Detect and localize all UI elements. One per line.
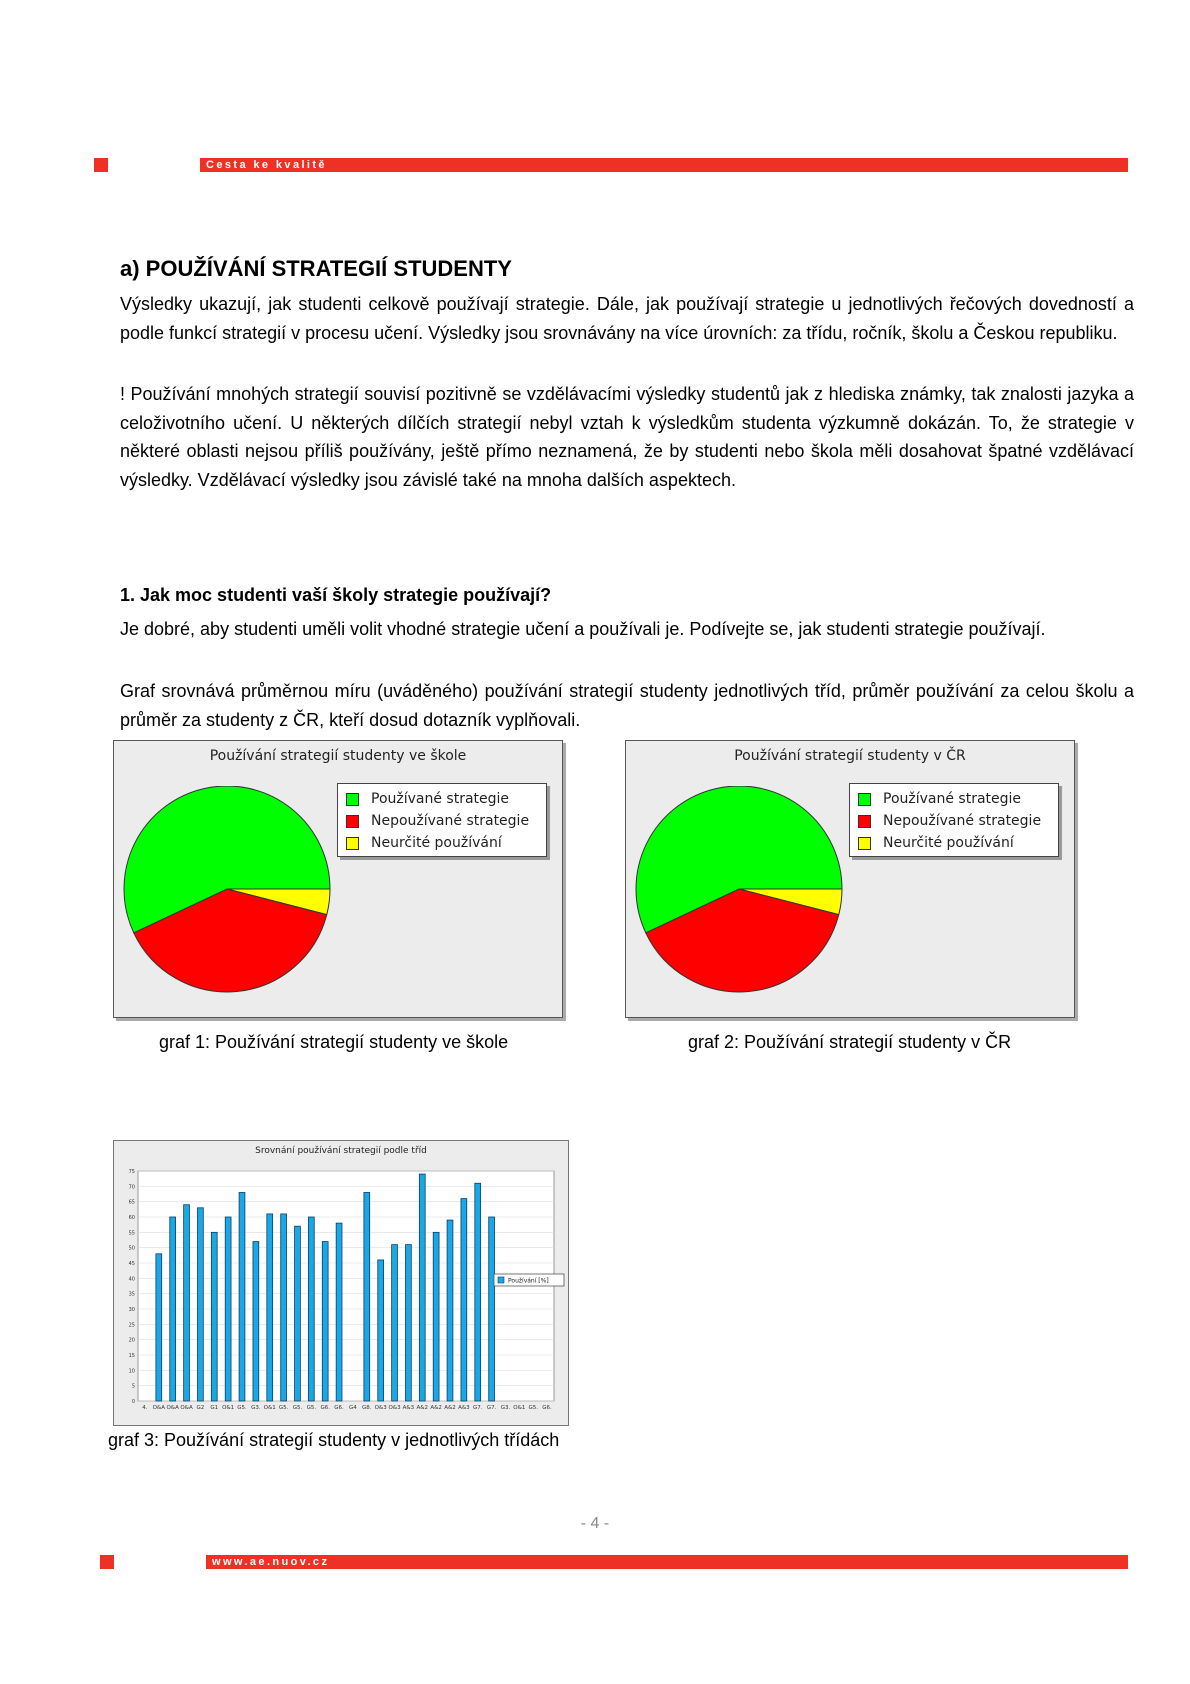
legend-label: Používané strategie [371, 791, 510, 807]
bar [308, 1217, 314, 1401]
x-tick-label: 4. [142, 1405, 148, 1411]
y-tick-label: 35 [128, 1291, 135, 1298]
y-tick-label: 20 [128, 1337, 135, 1344]
x-tick-label: O&3 [374, 1405, 387, 1411]
pie-legend [849, 783, 1059, 857]
caption-graf-3: graf 3: Používání strategií studenty v jednotlivých třídách [108, 1430, 560, 1450]
y-tick-label: 25 [128, 1322, 135, 1329]
y-tick-label: 5 [131, 1383, 135, 1390]
header-label: Cesta ke kvalitě [206, 159, 327, 171]
legend-item-unused [346, 810, 538, 832]
section-paragraph-2: ! Používání mnohých strategií souvisí pozitivně se vzdělávacími výsledky studentů jak z hlediska známky, tak znalosti jazyka a celoživotního učení. U některých dílčích strategií nebyl vztah k výsledkům studenta výzkumně dokázán. To, že strategie v některé oblasti nejsou příliš používány, ještě přímo neznamená, že by studenti nebo škola měli dosahovat špatné vzdělávací výsledky. Vzdělávací výsledky jsou závislé také na mnoha dalších aspektech. [120, 384, 1134, 490]
page-number: - 4 - [580, 1515, 610, 1532]
pie-chart-title: Používání strategií studenty ve škole [209, 748, 467, 764]
bar [364, 1192, 370, 1401]
bar [322, 1242, 328, 1401]
x-tick-label: G7. [486, 1405, 497, 1411]
y-tick-label: 50 [128, 1245, 135, 1252]
question-paragraph-1: Je dobré, aby studenti uměli volit vhodné strategie učení a používali je. Podívejte se, jak studenti strategie používají. [120, 619, 1046, 639]
x-tick-label: G5. [278, 1405, 289, 1411]
legend-label: Neurčité používání [883, 835, 1014, 851]
bar [378, 1260, 384, 1401]
legend-swatch [858, 793, 871, 806]
bar [267, 1214, 273, 1401]
bar [419, 1174, 425, 1401]
x-tick-label: A&2 [430, 1405, 442, 1411]
x-tick-label: A&3 [402, 1405, 415, 1411]
x-tick-label: G4 [349, 1405, 357, 1411]
y-tick-label: 65 [128, 1199, 135, 1206]
bar-legend [494, 1274, 564, 1286]
bar [253, 1242, 259, 1401]
x-tick-label: G5. [528, 1405, 538, 1411]
x-tick-label: G3. [500, 1405, 511, 1411]
footer-bar [206, 1555, 1128, 1569]
x-tick-label: G1 [210, 1405, 219, 1411]
footer-label: www.ae.nuov.cz [212, 1556, 330, 1568]
y-tick-label: 70 [128, 1184, 135, 1191]
legend-label: Používané strategie [883, 791, 1022, 807]
bar [281, 1214, 287, 1401]
x-tick-label: G6. [320, 1405, 330, 1411]
question-heading: 1. Jak moc studenti vaší školy strategie používají? [120, 585, 552, 605]
pie-chart-school [113, 740, 563, 1018]
legend-label: Nepoužívané strategie [371, 813, 530, 829]
x-tick-label: G2 [196, 1405, 205, 1411]
legend-item-uncertain [346, 832, 538, 854]
y-tick-label: 30 [128, 1307, 135, 1313]
bar [184, 1205, 190, 1401]
question-paragraph-2: Graf srovnává průměrnou míru (uváděného) používání strategií studenty jednotlivých tříd, průměr používání za celou školu a průměr za studenty z ČR, kteří dosud dotazník vyplňovali. [120, 681, 1134, 730]
x-tick-label: G8. [362, 1405, 372, 1411]
bar [225, 1217, 231, 1401]
x-tick-label: G5. [292, 1405, 303, 1411]
legend-item-used [858, 788, 1050, 810]
bar [489, 1217, 495, 1401]
legend-label: Používání [%] [508, 1277, 549, 1285]
bar [475, 1183, 481, 1401]
x-tick-label: G6. [334, 1405, 344, 1411]
pie-chart-cr [625, 740, 1075, 1018]
bar [336, 1223, 342, 1401]
section-heading: a) POUŽÍVÁNÍ STRATEGIÍ STUDENTY [120, 256, 512, 281]
bar [295, 1226, 301, 1401]
bar [392, 1245, 398, 1401]
caption-graf-1: graf 1: Používání strategií studenty ve škole [159, 1032, 509, 1052]
pie-legend [337, 783, 547, 857]
legend-label: Neurčité používání [371, 835, 502, 851]
legend-swatch [346, 837, 359, 850]
bar [405, 1245, 411, 1401]
x-tick-label: G6. [542, 1405, 552, 1411]
bar [170, 1217, 176, 1401]
legend-label: Nepoužívané strategie [883, 813, 1042, 829]
header-square [94, 158, 108, 172]
x-tick-label: G3. [251, 1405, 261, 1411]
x-tick-label: O&A [152, 1405, 165, 1411]
x-tick-label: O&A [166, 1405, 179, 1411]
x-tick-label: O&1 [263, 1405, 276, 1411]
x-tick-label: O&1 [513, 1405, 526, 1411]
legend-item-uncertain [858, 832, 1050, 854]
legend-swatch [498, 1277, 504, 1283]
bar [239, 1192, 245, 1401]
x-tick-label: O&3 [388, 1405, 401, 1411]
y-tick-label: 10 [128, 1368, 135, 1375]
pie-chart-svg [626, 786, 846, 1006]
legend-swatch [346, 815, 359, 828]
y-tick-label: 40 [128, 1276, 135, 1283]
footer-square [100, 1555, 114, 1569]
bar [447, 1220, 453, 1401]
legend-item-unused [858, 810, 1050, 832]
bar [211, 1232, 217, 1401]
bar-chart-svg [114, 1141, 568, 1425]
section-paragraph-1: Výsledky ukazují, jak studenti celkově používají strategie. Dále, jak používají strategie u jednotlivých řečových dovedností a podle funkcí strategií v procesu učení. Výsledky jsou srovnávány na více úrovních: za třídu, ročník, školu a Českou republiku. [120, 294, 1134, 343]
y-tick-label: 0 [131, 1399, 135, 1405]
bar [197, 1208, 203, 1401]
x-tick-label: A&3 [458, 1405, 470, 1411]
pie-chart-title: Používání strategií studenty v ČR [734, 748, 966, 764]
pie-chart-svg [114, 786, 334, 1006]
bar [156, 1254, 162, 1401]
y-tick-label: 15 [128, 1353, 135, 1359]
y-tick-label: 75 [128, 1169, 135, 1175]
bar [433, 1232, 439, 1401]
bar [461, 1199, 467, 1401]
x-tick-label: O&1 [222, 1405, 235, 1411]
x-tick-label: G5. [237, 1405, 247, 1411]
y-tick-label: 45 [128, 1261, 135, 1267]
y-tick-label: 55 [128, 1230, 135, 1237]
legend-item-used [346, 788, 538, 810]
x-tick-label: A&2 [444, 1405, 456, 1411]
legend-swatch [858, 815, 871, 828]
x-tick-label: A&2 [416, 1405, 429, 1411]
header-bar [200, 158, 1128, 172]
legend-swatch [346, 793, 359, 806]
y-tick-label: 60 [128, 1215, 135, 1221]
caption-graf-2: graf 2: Používání strategií studenty v ČR [688, 1032, 1012, 1052]
x-tick-label: O&A [180, 1405, 193, 1411]
x-tick-label: G7. [472, 1405, 483, 1411]
x-tick-label: G5. [306, 1405, 317, 1411]
bar-chart-classes [113, 1140, 569, 1426]
bar-chart-title: Srovnání používání strategií podle tříd [255, 1146, 427, 1156]
legend-swatch [858, 837, 871, 850]
